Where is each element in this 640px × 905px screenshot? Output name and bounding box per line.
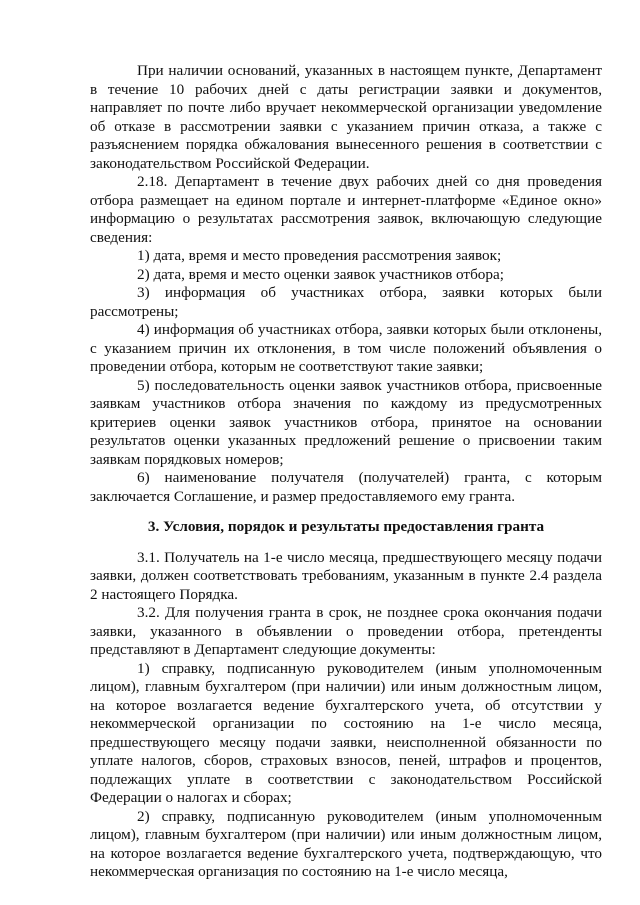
list-item-6: 6) наименование получателя (получателей) гранта, с которым заключается Соглашение, и размер предоставляемого ему гранта. xyxy=(90,469,602,505)
paragraph-3-1: 3.1. Получатель на 1-е число месяца, предшествующего месяцу подачи заявки, должен соответствовать требованиям, указанным в пункте 2.4 раздела 2 настоящего Порядка. xyxy=(90,548,602,603)
section-heading: 3. Условия, порядок и результаты предоставления гранта xyxy=(147,518,545,535)
list-item-3: 3) информация об участниках отбора, заявки которых были рассмотрены; xyxy=(90,284,602,320)
list-item-4: 4) информация об участниках отбора, заявки которых были отклонены, с указанием причин их отклонения, в том числе положений объявления о проведении отбора, которым не соответствуют такие заявки; xyxy=(90,321,602,375)
list-item-2: 2) дата, время и место оценки заявок участников отбора; xyxy=(137,265,504,283)
document-item-1: 1) справку, подписанную руководителем (иным уполномоченным лицом), главным бухгалтером (при наличии) или иным должностным лицом, на которое возлагается ведение бухгалтерского учета, об отсутствии у некоммерческой организации по состоянию на 1-е число месяца, предшествующего месяцу подачи заявки, неисполненной обязанности по уплате налогов, сборов, страховых взносов, пеней, штрафов и процентов, подлежащих уплате в соответствии с законодательством Российской Федерации о налогах и сборах; xyxy=(90,659,602,806)
paragraph-refusal-notice: При наличии оснований, указанных в настоящем пункте, Департамент в течение 10 рабочих дней с даты регистрации заявки и документов, направляет по почте либо вручает некоммерческой организации уведомление об отказе в рассмотрении заявки с указанием причин отказа, а также с разъяснением порядка обжалования вынесенного решения в соответствии с законодательством Российской Федерации. xyxy=(90,62,602,172)
list-item-5: 5) последовательность оценки заявок участников отбора, присвоенные заявкам участников отбора значения по каждому из предусмотренных критериев оценки заявок участников отбора, принятое на основании результатов оценки указанных предложений решение о присвоении таким заявкам порядковых номеров; xyxy=(90,376,602,468)
paragraph-3-2: 3.2. Для получения гранта в срок, не позднее срока окончания подачи заявки, указанного в объявлении о проведении отбора, претенденты представляют в Департамент следующие документы: xyxy=(90,604,602,658)
document-item-2: 2) справку, подписанную руководителем (иным уполномоченным лицом), главным бухгалтером (при наличии) или иным должностным лицом, на которое возлагается ведение бухгалтерского учета, подтверждающую, что некоммерческая организация по состоянию на 1-е число месяца, xyxy=(90,807,602,880)
list-item-1: 1) дата, время и место проведения рассмотрения заявок; xyxy=(137,247,502,264)
document-page xyxy=(90,62,602,882)
paragraph-2-18: 2.18. Департамент в течение двух рабочих дней со дня проведения отбора размещает на едином портале и интернет-платформе «Единое окно» информацию о результатах рассмотрения заявок, включающую следующие сведения: xyxy=(90,173,602,246)
